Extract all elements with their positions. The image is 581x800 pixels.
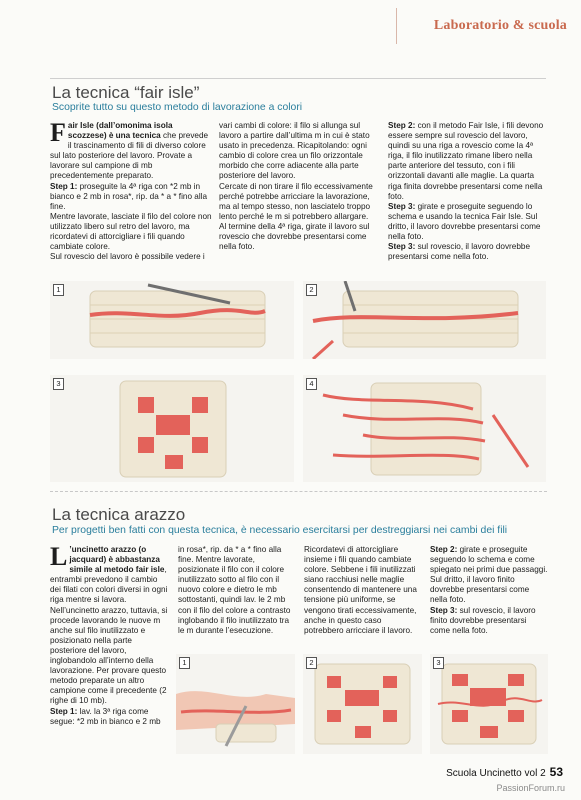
fair-isle-title: La tecnica “fair isle” bbox=[52, 83, 200, 102]
section-separator bbox=[50, 491, 547, 492]
arazzo-photo-step-3 bbox=[430, 654, 548, 754]
lead-bold: ’uncinetto arazzo (o jacquard) è abbastanza simile al metodo fair isle bbox=[69, 545, 165, 575]
step-label: Step 3: bbox=[388, 201, 416, 211]
arazzo-photo-step-2 bbox=[303, 654, 422, 754]
photo-step-4 bbox=[303, 375, 546, 482]
photo-number: 2 bbox=[306, 284, 317, 296]
lead-bold: air Isle (dall’omonima isola scozzese) è una tecnica bbox=[67, 121, 173, 141]
section-label: Laboratorio & scuola bbox=[433, 18, 567, 33]
paragraph: vari cambi di colore: il filo si allunga sul lavoro a partire dall’ultima m in cui è stato usato in precedenza. Ricapitolando: ogni cambio di colore crea un filo orizzontale morbido che corre adiacente alla parte posteriore del lavoro. bbox=[219, 121, 370, 181]
photo-number: 1 bbox=[53, 284, 64, 296]
paragraph: in rosa*, rip. da * a * fino alla fine. Mentre lavorate, posizionate il filo con il colore inutilizzato sotto al filo con il nuovo colore e dietro le mb sottostanti, quindi lav. le 2 mb con il filo del colore a contrasto inglobando il filo inutilizzato tra le m durante l’esecuzione. bbox=[178, 545, 291, 635]
arazzo-subtitle: Per progetti ben fatti con questa tecnica, è necessario esercitarsi per destreggiarsi nei cambi dei fili bbox=[52, 525, 508, 536]
page-footer bbox=[446, 765, 563, 779]
step-label: Step 3: bbox=[388, 242, 416, 252]
arazzo-title: La tecnica arazzo bbox=[52, 505, 186, 524]
step-label: Step 2: bbox=[388, 121, 416, 130]
paragraph: Cercate di non tirare il filo eccessivamente perché potrebbe arricciare la lavorazione, ma al tempo stesso, non lasciatelo troppo lento perché le m si potrebbero allargare. bbox=[219, 181, 373, 221]
lead-text: che prevede il trascinamento di fili di diverso colore sul lato posteriore del lavoro. Provate a lavorare sul campione di mb precedentemente preparato. bbox=[50, 131, 209, 181]
paragraph: Ricordatevi di attorcigliare insieme i fili quando cambiate colore. Sebbene i fili inutilizzati siano racchiusi nelle maglie consentendo di mantenere una tensione più uniforme, se vengono tirati eccessivamente, anche in questo caso potrebbero arricciare il lavoro. bbox=[304, 545, 417, 635]
step-text: sul rovescio, il lavoro dovrebbe presentarsi come nella foto. bbox=[388, 242, 530, 262]
fair-isle-column-2 bbox=[219, 121, 379, 252]
arazzo-column-2 bbox=[178, 545, 296, 636]
step-text: girate e proseguite seguendo lo schema e usando la tecnica Fair Isle. Sul dritto, il lavoro dovrebbe presentarsi come nella foto. bbox=[388, 201, 541, 242]
fair-isle-column-3 bbox=[388, 121, 548, 262]
paragraph: Mentre lavorate, lasciate il filo del colore non utilizzato libero sul retro del lavoro, ma ricordatevi di attorcigliare i fili quando cambiate colore. bbox=[50, 211, 212, 252]
header-divider bbox=[396, 8, 397, 44]
photo-step-3 bbox=[50, 375, 294, 482]
paragraph: Sul rovescio del lavoro è possibile vedere i bbox=[50, 252, 205, 262]
photo-number: 3 bbox=[53, 378, 64, 390]
photo-number: 1 bbox=[179, 657, 190, 669]
photo-step-2 bbox=[303, 281, 546, 359]
arazzo-photo-step-1 bbox=[176, 654, 295, 754]
dropcap: F bbox=[50, 118, 66, 147]
magazine-name: Scuola Uncinetto vol 2 bbox=[446, 768, 546, 779]
arazzo-column-4 bbox=[430, 545, 548, 636]
step-text: girate e proseguite seguendo lo schema e come spiegato nei primi due passaggi. Sul dritto, il lavoro finito dovrebbe presentarsi come nella foto. bbox=[430, 545, 548, 605]
photo-number: 2 bbox=[306, 657, 317, 669]
fair-isle-subtitle: Scoprite tutto su questo metodo di lavorazione a colori bbox=[52, 102, 303, 113]
dropcap: L bbox=[50, 542, 68, 571]
photo-number: 4 bbox=[306, 378, 317, 390]
step-label: Step 3: bbox=[430, 605, 458, 615]
arazzo-column-1 bbox=[50, 542, 170, 727]
step-text: sul rovescio, il lavoro finito dovrebbe presentarsi come nella foto. bbox=[430, 605, 536, 635]
step-label: Step 1: bbox=[50, 706, 78, 716]
page-number: 53 bbox=[549, 765, 563, 779]
photo-step-1 bbox=[50, 281, 294, 359]
step-text: con il metodo Fair Isle, i fili devono essere sempre sul rovescio del lavoro, quindi su una riga a rovescio come la 4ª riga, il filo inutilizzato rimane libero nella parte anteriore del tessuto, con i fili orizzontali davanti alle maglie. La quarta riga finita dovrebbe presentarsi come nella foto. bbox=[388, 121, 544, 201]
watermark: PassionForum.ru bbox=[496, 783, 565, 793]
arazzo-column-3 bbox=[304, 545, 422, 636]
step-label: Step 1: bbox=[50, 181, 78, 191]
fair-isle-column-1 bbox=[50, 118, 212, 262]
step-text: lav. la 3ª riga come segue: *2 mb in bianco e 2 mb bbox=[50, 706, 161, 726]
lead-text: , entrambi prevedono il cambio dei filati con colori diversi in ogni riga mentre si lavora. Nell’uncinetto arazzo, tuttavia, si procede lavorando le nuove m anche sul filo inutilizzato e posizionato nella parte posteriore del lavoro, inglobandolo all’interno della lavorazione. Per provare questo metodo preparate un altro campione come il precedente (2 righe di 10 mb). bbox=[50, 565, 168, 706]
step-label: Step 2: bbox=[430, 545, 458, 554]
step-text: proseguite la 4ª riga con *2 mb in bianco e 2 mb in rosa*, rip. da * a * fino alla fine. bbox=[50, 181, 208, 211]
paragraph: Al termine della 4ª riga, girate il lavoro sul rovescio che dovrebbe presentarsi come nella foto. bbox=[219, 221, 370, 252]
photo-number: 3 bbox=[433, 657, 444, 669]
section-rule bbox=[50, 78, 546, 79]
